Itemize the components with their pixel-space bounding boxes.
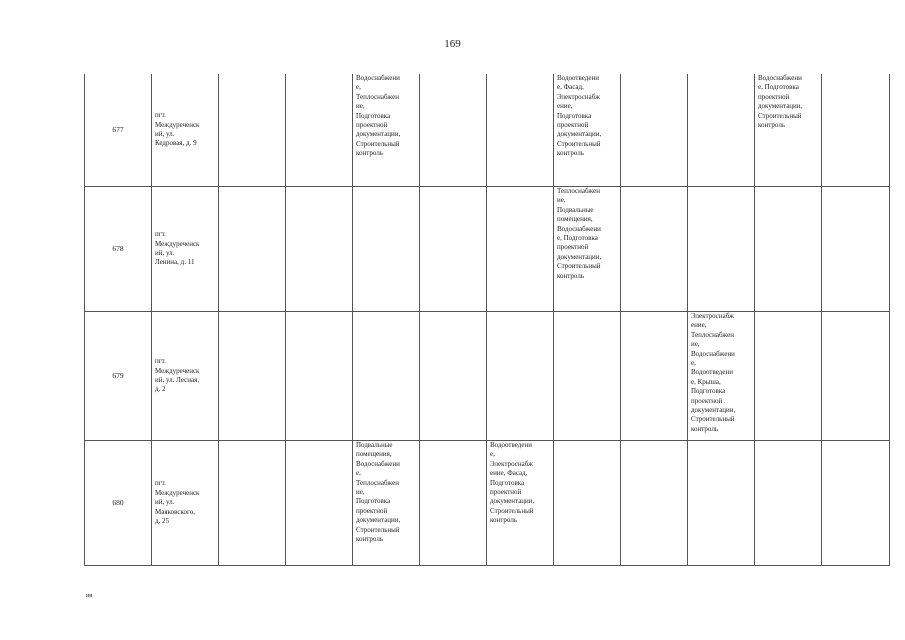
work-cell bbox=[219, 441, 286, 566]
work-cell bbox=[755, 312, 822, 441]
works-table bbox=[84, 74, 890, 566]
work-cell bbox=[688, 187, 755, 312]
work-text: Электроснабж ение, Теплоснабжен ие, Водоснабжени е, Водоотведени е, Крыша, Подготовка проектной документации, Строительный контроль bbox=[691, 312, 736, 433]
row-number: 679 bbox=[85, 312, 152, 441]
work-cell bbox=[420, 441, 487, 566]
work-cell bbox=[420, 74, 487, 187]
work-cell bbox=[353, 74, 420, 187]
row-number: 677 bbox=[85, 74, 152, 187]
work-text: Водоотведени е, Фасад, Электроснабж ение, Подготовка проектной документации, Строительный контроль bbox=[557, 74, 602, 158]
table-row bbox=[85, 312, 890, 441]
address-text: пгт. Междуреченск ий, ул. Ленина, д. 11 bbox=[155, 230, 200, 267]
work-cell bbox=[822, 312, 890, 441]
table-row bbox=[85, 74, 890, 187]
work-cell bbox=[420, 187, 487, 312]
work-cell bbox=[755, 74, 822, 187]
work-cell bbox=[554, 441, 621, 566]
work-cell bbox=[286, 312, 353, 441]
address-cell bbox=[152, 441, 219, 566]
work-cell bbox=[286, 74, 353, 187]
work-text: Подвальные помещения, Водоснабжени е, Теплоснабжен ие, Подготовка проектной документации, Строительный контроль bbox=[356, 441, 401, 544]
work-text: Теплоснабжен ие, Подвальные помещения, Водоснабжени е, Подготовка проектной документации, Строительный контроль bbox=[557, 187, 602, 280]
work-cell bbox=[755, 187, 822, 312]
work-text: Водоснабжени е, Теплоснабжен ие, Подготовка проектной документации, Строительный контроль bbox=[356, 74, 401, 158]
work-cell bbox=[487, 312, 554, 441]
work-cell bbox=[487, 74, 554, 187]
work-text: Водоснабжени е, Подготовка проектной документации, Строительный контроль bbox=[758, 74, 803, 130]
address-cell bbox=[152, 74, 219, 187]
work-cell bbox=[353, 441, 420, 566]
work-cell bbox=[621, 312, 688, 441]
work-cell bbox=[688, 441, 755, 566]
address-cell bbox=[152, 312, 219, 441]
row-number: 678 bbox=[85, 187, 152, 312]
work-cell bbox=[621, 187, 688, 312]
work-cell bbox=[420, 312, 487, 441]
work-cell bbox=[822, 74, 890, 187]
work-cell bbox=[353, 312, 420, 441]
table-row bbox=[85, 441, 890, 566]
work-cell bbox=[621, 74, 688, 187]
work-cell bbox=[554, 187, 621, 312]
row-number: 680 bbox=[85, 441, 152, 566]
work-cell bbox=[219, 187, 286, 312]
page-number: 169 bbox=[444, 38, 461, 50]
work-cell bbox=[621, 441, 688, 566]
work-cell bbox=[822, 187, 890, 312]
address-text: пгт. Междуреченск ий, ул. Кедровая, д. 9 bbox=[155, 111, 200, 148]
work-cell bbox=[219, 312, 286, 441]
work-cell bbox=[688, 74, 755, 187]
work-text: Водоотведени е, Электроснабж ение, Фасад, Подготовка проектной документации, Строительный контроль bbox=[490, 441, 535, 525]
work-cell bbox=[554, 74, 621, 187]
footer-mark: ии bbox=[86, 593, 93, 599]
work-cell bbox=[219, 74, 286, 187]
work-cell bbox=[487, 187, 554, 312]
work-cell bbox=[554, 312, 621, 441]
work-cell bbox=[353, 187, 420, 312]
address-text: пгт. Междуреченск ий, ул. Маяковского, д. 25 bbox=[155, 479, 200, 526]
address-cell bbox=[152, 187, 219, 312]
work-cell bbox=[822, 441, 890, 566]
work-cell bbox=[688, 312, 755, 441]
work-cell bbox=[286, 441, 353, 566]
work-cell bbox=[487, 441, 554, 566]
address-text: пгт. Междуреченск ий, ул. Лесная, д. 2 bbox=[155, 357, 200, 394]
work-cell bbox=[755, 441, 822, 566]
work-cell bbox=[286, 187, 353, 312]
table-row bbox=[85, 187, 890, 312]
